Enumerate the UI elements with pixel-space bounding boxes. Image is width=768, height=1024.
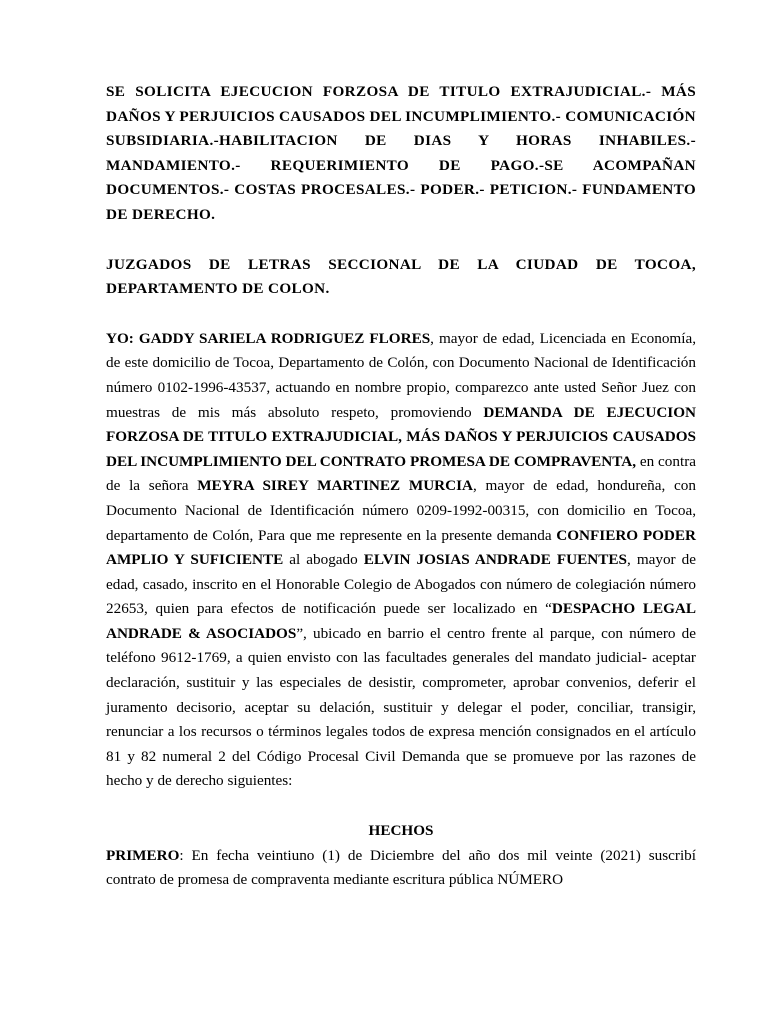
- body-text-5: , mayor de edad, casado, inscrito en el Honorable Colegio de Abogados con número de colegiación número 22653, quien para efectos de notificación puede ser localizado en “: [106, 551, 696, 618]
- body-text-3: , mayor de edad, hondureña, con Documento Nacional de Identificación número 0209-1992-00315, con domicilio en Tocoa, departamento de Colón, Para que me represente en la presente demanda: [106, 477, 696, 544]
- body-text-2: en contra de la señora: [106, 452, 697, 495]
- law-office-name: DESPACHO LEGAL ANDRADE & ASOCIADOS: [106, 600, 696, 642]
- spacer: [106, 302, 696, 327]
- court-address: JUZGADOS DE LETRAS SECCIONAL DE LA CIUDAD DE TOCOA, DEPARTAMENTO DE COLON.: [106, 255, 696, 298]
- fact-text: : En fecha veintiuno (1) de Diciembre del año dos mil veinte (2021) suscribí contrato de promesa de compraventa mediante escritura pública NÚMERO: [106, 846, 696, 889]
- lawyer-name: ELVIN JOSIAS ANDRADE FUENTES: [363, 551, 627, 569]
- power-of-attorney: CONFIERO PODER AMPLIO Y SUFICIENTE: [106, 526, 696, 569]
- section-title-hechos: HECHOS: [368, 822, 434, 840]
- fact-primero: [106, 844, 696, 893]
- fact-label: PRIMERO: [106, 846, 180, 864]
- spacer: [106, 228, 696, 253]
- document-page: [106, 80, 696, 893]
- spacer: [106, 794, 696, 819]
- body-text-6: ”, ubicado en barrio el centro frente al parque, con número de teléfono 9612-1769, a quien envisto con las facultades generales del mandato judicial- aceptar declaración, sustituir y las especiales de desistir, comprometer, aprobar convenios, deferir el juramento decisorio, aceptar su delación, sustituir y delegar el poder, conciliar, transigir, renunciar a los recursos o términos legales todos de expresa mención consignados en el artículo 81 y 82 numeral 2 del Código Procesal Civil Demanda que se promueve por las razones de hecho y de derecho siguientes:: [106, 624, 696, 790]
- body-text-1: , mayor de edad, Licenciada en Economía, de este domicilio de Tocoa, Departamento de Colón, con Documento Nacional de Identificación número 0102-1996-43537, actuando en nombre propio, comparezco ante usted Señor Juez con muestras de mis más absoluto respeto, promoviendo: [106, 329, 697, 421]
- claim-title: DEMANDA DE EJECUCION FORZOSA DE TITULO EXTRAJUDICIAL, MÁS DAÑOS Y PERJUICIOS CAUSADOS DEL INCUMPLIMIENTO DEL CONTRATO PROMESA DE COMPRAVENTA,: [106, 403, 696, 470]
- plaintiff-name: YO: GADDY SARIELA RODRIGUEZ FLORES: [106, 329, 431, 347]
- body-text-4: al abogado: [283, 551, 364, 569]
- body-paragraph: [106, 327, 696, 794]
- defendant-name: MEYRA SIREY MARTINEZ MURCIA: [197, 477, 473, 495]
- document-summary-heading: SE SOLICITA EJECUCION FORZOSA DE TITULO EXTRAJUDICIAL.- MÁS DAÑOS Y PERJUICIOS CAUSADOS DEL INCUMPLIMIENTO.- COMUNICACIÓN SUBSIDIARIA.-HABILITACION DE DIAS Y HORAS INHABILES.-MANDAMIENTO.- REQUERIMIENTO DE PAGO.-SE ACOMPAÑAN DOCUMENTOS.- COSTAS PROCESALES.- PODER.- PETICION.- FUNDAMENTO DE DERECHO.: [106, 83, 696, 223]
